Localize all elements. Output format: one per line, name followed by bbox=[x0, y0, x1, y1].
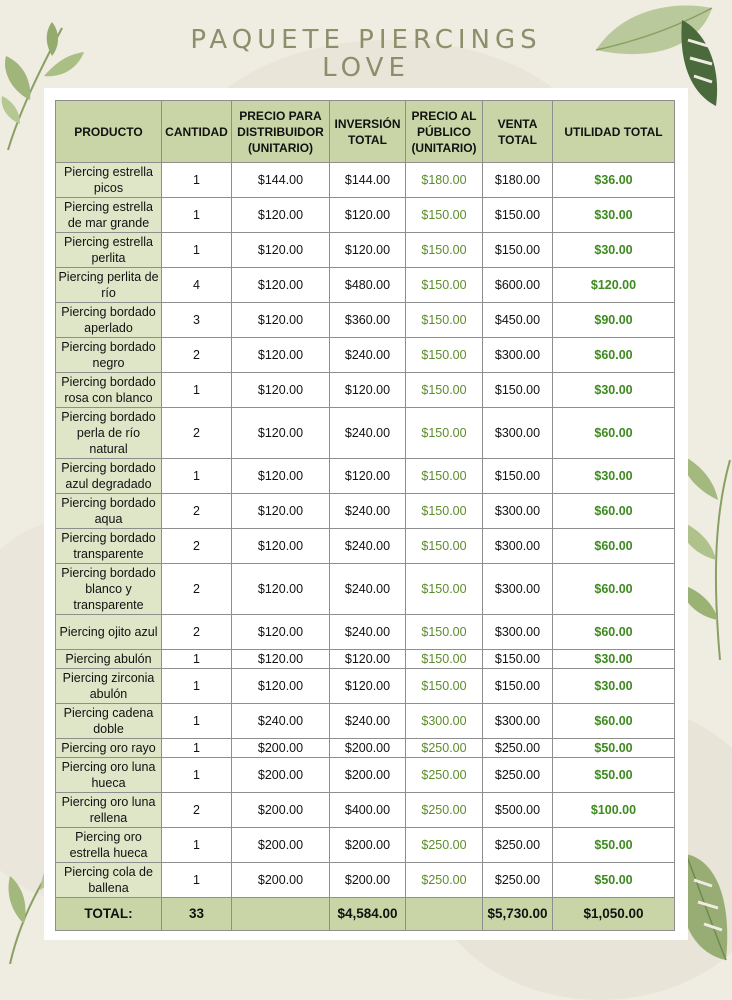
cell-inversion: $200.00 bbox=[330, 828, 406, 863]
cell-utilidad: $60.00 bbox=[553, 564, 675, 615]
cell-producto: Piercing perlita de río bbox=[56, 268, 162, 303]
cell-precio-distribuidor: $120.00 bbox=[232, 615, 330, 650]
cell-cantidad: 1 bbox=[162, 163, 232, 198]
cell-producto: Piercing bordado azul degradado bbox=[56, 459, 162, 494]
table-row bbox=[56, 338, 675, 373]
cell-venta: $250.00 bbox=[483, 739, 553, 758]
cell-precio-distribuidor: $120.00 bbox=[232, 564, 330, 615]
cell-venta: $300.00 bbox=[483, 564, 553, 615]
cell-inversion: $240.00 bbox=[330, 615, 406, 650]
total-row bbox=[56, 898, 675, 931]
table-row bbox=[56, 373, 675, 408]
table-row bbox=[56, 268, 675, 303]
cell-precio-distribuidor: $200.00 bbox=[232, 793, 330, 828]
cell-cantidad: 1 bbox=[162, 739, 232, 758]
cell-utilidad: $60.00 bbox=[553, 494, 675, 529]
cell-precio-publico: $150.00 bbox=[406, 198, 483, 233]
cell-precio-publico: $250.00 bbox=[406, 828, 483, 863]
table-row bbox=[56, 529, 675, 564]
cell-venta: $250.00 bbox=[483, 863, 553, 898]
total-empty-cell bbox=[232, 898, 330, 931]
header-inversion-total: INVERSIÓN TOTAL bbox=[330, 101, 406, 163]
cell-cantidad: 2 bbox=[162, 793, 232, 828]
cell-precio-distribuidor: $200.00 bbox=[232, 828, 330, 863]
cell-producto: Piercing oro luna rellena bbox=[56, 793, 162, 828]
cell-inversion: $240.00 bbox=[330, 529, 406, 564]
table-row bbox=[56, 163, 675, 198]
header-utilidad-total: UTILIDAD TOTAL bbox=[553, 101, 675, 163]
table-row bbox=[56, 828, 675, 863]
cell-inversion: $200.00 bbox=[330, 863, 406, 898]
cell-cantidad: 2 bbox=[162, 615, 232, 650]
cell-cantidad: 3 bbox=[162, 303, 232, 338]
table-row bbox=[56, 758, 675, 793]
cell-cantidad: 1 bbox=[162, 863, 232, 898]
total-empty-cell bbox=[406, 898, 483, 931]
cell-producto: Piercing ojito azul bbox=[56, 615, 162, 650]
cell-inversion: $480.00 bbox=[330, 268, 406, 303]
total-cantidad: 33 bbox=[162, 898, 232, 931]
total-inversion: $4,584.00 bbox=[330, 898, 406, 931]
products-table bbox=[55, 100, 675, 931]
cell-utilidad: $36.00 bbox=[553, 163, 675, 198]
cell-cantidad: 4 bbox=[162, 268, 232, 303]
cell-producto: Piercing bordado aperlado bbox=[56, 303, 162, 338]
cell-precio-publico: $150.00 bbox=[406, 564, 483, 615]
cell-precio-distribuidor: $120.00 bbox=[232, 669, 330, 704]
cell-inversion: $120.00 bbox=[330, 650, 406, 669]
cell-precio-publico: $250.00 bbox=[406, 863, 483, 898]
cell-inversion: $360.00 bbox=[330, 303, 406, 338]
cell-utilidad: $60.00 bbox=[553, 529, 675, 564]
header-precio-publico: PRECIO AL PÚBLICO (UNITARIO) bbox=[406, 101, 483, 163]
cell-precio-publico: $150.00 bbox=[406, 459, 483, 494]
cell-producto: Piercing bordado negro bbox=[56, 338, 162, 373]
cell-venta: $600.00 bbox=[483, 268, 553, 303]
cell-inversion: $400.00 bbox=[330, 793, 406, 828]
cell-producto: Piercing estrella picos bbox=[56, 163, 162, 198]
cell-precio-distribuidor: $144.00 bbox=[232, 163, 330, 198]
cell-precio-distribuidor: $120.00 bbox=[232, 268, 330, 303]
cell-utilidad: $120.00 bbox=[553, 268, 675, 303]
cell-precio-publico: $150.00 bbox=[406, 303, 483, 338]
cell-utilidad: $50.00 bbox=[553, 828, 675, 863]
cell-cantidad: 1 bbox=[162, 459, 232, 494]
header-precio-distribuidor: PRECIO PARA DISTRIBUIDOR (UNITARIO) bbox=[232, 101, 330, 163]
cell-cantidad: 1 bbox=[162, 650, 232, 669]
cell-producto: Piercing oro luna hueca bbox=[56, 758, 162, 793]
cell-precio-publico: $300.00 bbox=[406, 704, 483, 739]
cell-producto: Piercing bordado perla de río natural bbox=[56, 408, 162, 459]
cell-utilidad: $60.00 bbox=[553, 338, 675, 373]
cell-utilidad: $60.00 bbox=[553, 704, 675, 739]
cell-cantidad: 2 bbox=[162, 338, 232, 373]
cell-cantidad: 1 bbox=[162, 704, 232, 739]
cell-precio-distribuidor: $120.00 bbox=[232, 459, 330, 494]
cell-precio-publico: $180.00 bbox=[406, 163, 483, 198]
cell-utilidad: $30.00 bbox=[553, 233, 675, 268]
table-row bbox=[56, 564, 675, 615]
cell-venta: $250.00 bbox=[483, 828, 553, 863]
cell-precio-publico: $150.00 bbox=[406, 338, 483, 373]
title-line-2: LOVE bbox=[322, 53, 410, 83]
cell-utilidad: $30.00 bbox=[553, 650, 675, 669]
table-row bbox=[56, 233, 675, 268]
cell-utilidad: $30.00 bbox=[553, 459, 675, 494]
table-header-row bbox=[56, 101, 675, 163]
cell-producto: Piercing abulón bbox=[56, 650, 162, 669]
cell-utilidad: $50.00 bbox=[553, 739, 675, 758]
cell-producto: Piercing cola de ballena bbox=[56, 863, 162, 898]
cell-producto: Piercing oro estrella hueca bbox=[56, 828, 162, 863]
cell-cantidad: 2 bbox=[162, 529, 232, 564]
cell-producto: Piercing oro rayo bbox=[56, 739, 162, 758]
cell-inversion: $200.00 bbox=[330, 758, 406, 793]
cell-precio-publico: $150.00 bbox=[406, 529, 483, 564]
cell-precio-distribuidor: $120.00 bbox=[232, 233, 330, 268]
table-row bbox=[56, 408, 675, 459]
cell-cantidad: 1 bbox=[162, 669, 232, 704]
cell-precio-distribuidor: $120.00 bbox=[232, 650, 330, 669]
cell-utilidad: $60.00 bbox=[553, 615, 675, 650]
total-venta: $5,730.00 bbox=[483, 898, 553, 931]
table-row bbox=[56, 198, 675, 233]
cell-precio-distribuidor: $120.00 bbox=[232, 408, 330, 459]
cell-venta: $150.00 bbox=[483, 233, 553, 268]
cell-cantidad: 1 bbox=[162, 373, 232, 408]
cell-producto: Piercing estrella de mar grande bbox=[56, 198, 162, 233]
cell-precio-publico: $150.00 bbox=[406, 650, 483, 669]
cell-precio-distribuidor: $200.00 bbox=[232, 758, 330, 793]
header-venta-total: VENTA TOTAL bbox=[483, 101, 553, 163]
cell-precio-distribuidor: $200.00 bbox=[232, 863, 330, 898]
total-utilidad: $1,050.00 bbox=[553, 898, 675, 931]
cell-venta: $300.00 bbox=[483, 615, 553, 650]
cell-precio-publico: $250.00 bbox=[406, 739, 483, 758]
cell-precio-distribuidor: $120.00 bbox=[232, 494, 330, 529]
cell-precio-publico: $150.00 bbox=[406, 233, 483, 268]
cell-precio-publico: $250.00 bbox=[406, 758, 483, 793]
cell-cantidad: 2 bbox=[162, 564, 232, 615]
table-row bbox=[56, 669, 675, 704]
cell-inversion: $240.00 bbox=[330, 338, 406, 373]
cell-inversion: $240.00 bbox=[330, 564, 406, 615]
cell-venta: $300.00 bbox=[483, 494, 553, 529]
cell-inversion: $120.00 bbox=[330, 373, 406, 408]
cell-producto: Piercing cadena doble bbox=[56, 704, 162, 739]
cell-utilidad: $30.00 bbox=[553, 669, 675, 704]
cell-venta: $150.00 bbox=[483, 650, 553, 669]
cell-venta: $300.00 bbox=[483, 704, 553, 739]
table-row bbox=[56, 459, 675, 494]
cell-utilidad: $90.00 bbox=[553, 303, 675, 338]
cell-utilidad: $30.00 bbox=[553, 373, 675, 408]
table-row bbox=[56, 494, 675, 529]
cell-cantidad: 1 bbox=[162, 828, 232, 863]
cell-inversion: $240.00 bbox=[330, 494, 406, 529]
cell-producto: Piercing estrella perlita bbox=[56, 233, 162, 268]
cell-inversion: $120.00 bbox=[330, 459, 406, 494]
cell-utilidad: $100.00 bbox=[553, 793, 675, 828]
cell-precio-distribuidor: $120.00 bbox=[232, 303, 330, 338]
cell-venta: $150.00 bbox=[483, 373, 553, 408]
cell-inversion: $120.00 bbox=[330, 233, 406, 268]
cell-inversion: $240.00 bbox=[330, 408, 406, 459]
cell-precio-distribuidor: $120.00 bbox=[232, 338, 330, 373]
table-row bbox=[56, 793, 675, 828]
cell-precio-publico: $150.00 bbox=[406, 373, 483, 408]
table-row bbox=[56, 739, 675, 758]
cell-cantidad: 2 bbox=[162, 494, 232, 529]
table-row bbox=[56, 615, 675, 650]
table-row bbox=[56, 704, 675, 739]
cell-precio-publico: $250.00 bbox=[406, 793, 483, 828]
title-line-1: PAQUETE PIERCINGS bbox=[190, 25, 542, 55]
table-row bbox=[56, 303, 675, 338]
cell-inversion: $120.00 bbox=[330, 198, 406, 233]
table-row bbox=[56, 863, 675, 898]
cell-precio-distribuidor: $120.00 bbox=[232, 529, 330, 564]
cell-venta: $180.00 bbox=[483, 163, 553, 198]
cell-venta: $500.00 bbox=[483, 793, 553, 828]
cell-venta: $300.00 bbox=[483, 529, 553, 564]
cell-cantidad: 2 bbox=[162, 408, 232, 459]
cell-precio-publico: $150.00 bbox=[406, 494, 483, 529]
header-cantidad: CANTIDAD bbox=[162, 101, 232, 163]
cell-producto: Piercing bordado transparente bbox=[56, 529, 162, 564]
table-row bbox=[56, 650, 675, 669]
cell-precio-publico: $150.00 bbox=[406, 669, 483, 704]
cell-precio-distribuidor: $240.00 bbox=[232, 704, 330, 739]
cell-inversion: $240.00 bbox=[330, 704, 406, 739]
cell-utilidad: $30.00 bbox=[553, 198, 675, 233]
cell-producto: Piercing bordado rosa con blanco bbox=[56, 373, 162, 408]
cell-cantidad: 1 bbox=[162, 198, 232, 233]
cell-cantidad: 1 bbox=[162, 758, 232, 793]
cell-inversion: $120.00 bbox=[330, 669, 406, 704]
cell-venta: $150.00 bbox=[483, 669, 553, 704]
cell-cantidad: 1 bbox=[162, 233, 232, 268]
cell-precio-publico: $150.00 bbox=[406, 408, 483, 459]
cell-precio-distribuidor: $200.00 bbox=[232, 739, 330, 758]
cell-producto: Piercing bordado blanco y transparente bbox=[56, 564, 162, 615]
cell-venta: $300.00 bbox=[483, 338, 553, 373]
cell-inversion: $144.00 bbox=[330, 163, 406, 198]
cell-utilidad: $50.00 bbox=[553, 758, 675, 793]
cell-venta: $250.00 bbox=[483, 758, 553, 793]
cell-venta: $150.00 bbox=[483, 198, 553, 233]
cell-venta: $150.00 bbox=[483, 459, 553, 494]
total-label: TOTAL: bbox=[56, 898, 162, 931]
cell-precio-publico: $150.00 bbox=[406, 268, 483, 303]
cell-producto: Piercing zirconia abulón bbox=[56, 669, 162, 704]
cell-utilidad: $60.00 bbox=[553, 408, 675, 459]
page-title bbox=[0, 26, 732, 82]
cell-producto: Piercing bordado aqua bbox=[56, 494, 162, 529]
cell-precio-publico: $150.00 bbox=[406, 615, 483, 650]
header-producto: PRODUCTO bbox=[56, 101, 162, 163]
cell-precio-distribuidor: $120.00 bbox=[232, 373, 330, 408]
cell-inversion: $200.00 bbox=[330, 739, 406, 758]
cell-venta: $450.00 bbox=[483, 303, 553, 338]
cell-precio-distribuidor: $120.00 bbox=[232, 198, 330, 233]
cell-utilidad: $50.00 bbox=[553, 863, 675, 898]
cell-venta: $300.00 bbox=[483, 408, 553, 459]
